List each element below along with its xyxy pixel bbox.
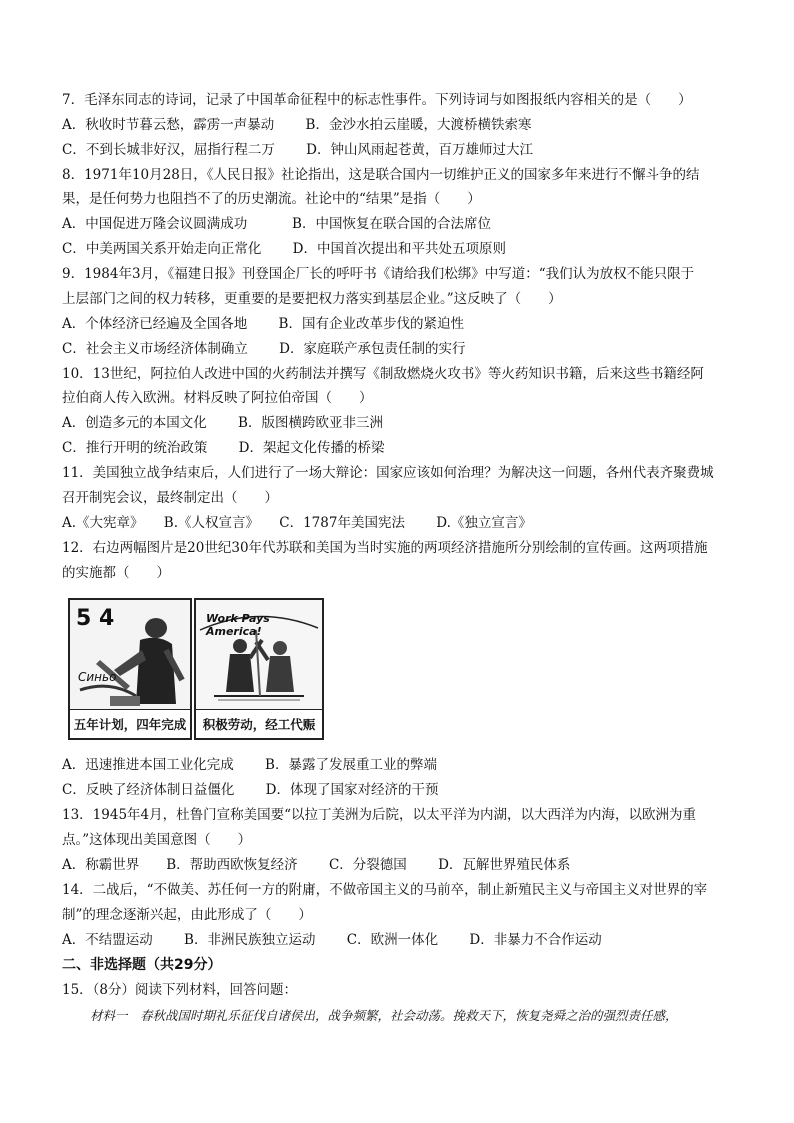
question-15-stem: 15．（8分）阅读下列材料，回答问题： xyxy=(62,982,298,998)
question-8-options-cd: C．中美两国关系开始走向正常化 D．中国首次提出和平共处五项原则 xyxy=(62,241,506,257)
soviet-poster-caption: 五年计划，四年完成 xyxy=(70,709,190,738)
soviet-poster-image xyxy=(68,598,192,740)
question-10-options-cd: C．推行开明的统治政策 D．架起文化传播的桥梁 xyxy=(62,440,385,456)
poster-script-label: Синьо xyxy=(78,670,117,684)
question-14-stem-line2: 制”的理念逐渐兴起，由此形成了（ ） xyxy=(62,907,312,923)
question-9-options-cd: C．社会主义市场经济体制确立 D．家庭联产承包责任制的实行 xyxy=(62,341,466,357)
question-10-stem-line2: 拉伯商人传入欧洲。材料反映了阿拉伯帝国（ ） xyxy=(62,390,373,406)
question-8-options-ab: A．中国促进万隆会议圆满成功 B．中国恢复在联合国的合法席位 xyxy=(62,216,491,232)
question-13-stem-line1: 13．1945年4月，杜鲁门宣称美国要“以拉丁美洲为后院，以太平洋为内湖，以大西洋为内海，以欧洲为重 xyxy=(62,807,697,823)
question-9-stem-line2: 上层部门之间的权力转移，更重要的是要把权力落实到基层企业。”这反映了（ ） xyxy=(62,291,562,307)
question-9-stem-line1: 9．1984年3月，《福建日报》刊登国企厂长的呼吁书《请给我们松绑》中写道：“我们认为放权不能只限于 xyxy=(62,266,695,282)
question-12-options-cd: C．反映了经济体制日益僵化 D．体现了国家对经济的干预 xyxy=(62,782,439,798)
question-11-options: A.《大宪章》 B.《人权宣言》 C．1787年美国宪法 D.《独立宣言》 xyxy=(62,515,532,531)
us-poster-caption: 积极劳动，经工代赈 xyxy=(196,709,322,738)
question-13-options: A．称霸世界 B．帮助西欧恢复经济 C．分裂德国 D．瓦解世界殖民体系 xyxy=(62,857,571,873)
question-14-options: A．不结盟运动 B．非洲民族独立运动 C．欧洲一体化 D．非暴力不合作运动 xyxy=(62,932,602,948)
question-13-stem-line2: 点。”这体现出美国意图（ ） xyxy=(62,832,252,848)
question-12-stem-line1: 12．右边两幅图片是20世纪30年代苏联和美国为当时实施的两项经济措施所分别绘制的宣传画。这两项措施 xyxy=(62,540,708,556)
question-12-options-ab: A．迅速推进本国工业化完成 B．暴露了发展重工业的弊端 xyxy=(62,757,437,773)
question-7-options-ab: A．秋收时节暮云愁，霹雳一声暴动 B．金沙水拍云崖暖，大渡桥横铁索寒 xyxy=(62,117,532,133)
soviet-poster-art xyxy=(70,600,190,710)
material-1-text: 材料一 春秋战国时期礼乐征伐自诸侯出，战争频繁，社会动荡。挽救天下，恢复尧舜之治的强烈责任感， xyxy=(90,1008,678,1023)
us-poster-art xyxy=(196,600,322,710)
poster-banner-label: Work Pays America! xyxy=(206,612,270,638)
section-2-heading: 二、非选择题（共29分） xyxy=(62,957,222,973)
question-9-options-ab: A．个体经济已经遍及全国各地 B．国有企业改革步伐的紧迫性 xyxy=(62,316,464,332)
question-11-stem-line2: 召开制宪会议，最终制定出（ ） xyxy=(62,490,278,506)
us-poster-image xyxy=(194,598,324,740)
question-11-stem-line1: 11．美国独立战争结束后，人们进行了一场大辩论：国家应该如何治理？为解决这一问题，各州代表齐聚费城 xyxy=(62,465,714,481)
question-8-stem-line2: 果，是任何势力也阻挡不了的历史潮流。社论中的“结果”是指（ ） xyxy=(62,191,481,207)
question-8-stem-line1: 8．1971年10月28日，《人民日报》社论指出，这是联合国内一切维护正义的国家多年来进行不懈斗争的结 xyxy=(62,167,700,183)
question-14-stem-line1: 14．二战后，“不做美、苏任何一方的附庸，不做帝国主义的马前卒，制止新殖民主义与帝国主义对世界的宰 xyxy=(62,882,708,898)
question-12-stem-line2: 的实施都（ ） xyxy=(62,565,170,581)
question-7-stem: 7．毛泽东同志的诗词，记录了中国革命征程中的标志性事件。下列诗词与如图报纸内容相关的是（ ） xyxy=(62,92,692,108)
poster-number-label: 5 4 xyxy=(76,606,115,631)
question-10-stem-line1: 10．13世纪，阿拉伯人改进中国的火药制法并撰写《制敌燃烧火攻书》等火药知识书籍，后来这些书籍经阿 xyxy=(62,366,704,382)
question-7-options-cd: C．不到长城非好汉，屈指行程二万 D．钟山风雨起苍黄，百万雄师过大江 xyxy=(62,142,533,158)
question-10-options-ab: A．创造多元的本国文化 B．版图横跨欧亚非三洲 xyxy=(62,415,383,431)
